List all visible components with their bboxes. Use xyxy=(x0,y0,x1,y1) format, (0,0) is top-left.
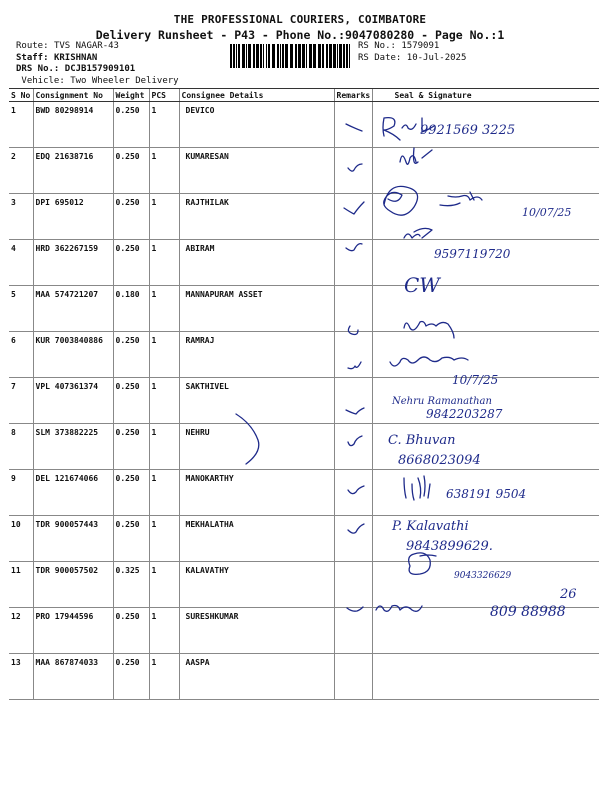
barcode-bar xyxy=(253,44,255,68)
barcode-bar xyxy=(333,44,336,68)
cell-pcs: 1 xyxy=(149,148,179,194)
cell-sno: 10 xyxy=(9,516,33,562)
handwritten-phone: 9597119720 xyxy=(434,247,511,261)
cell-weight: 0.250 xyxy=(113,148,149,194)
cell-signature xyxy=(372,470,599,516)
cell-consignee: SURESHKUMAR xyxy=(179,608,334,654)
handwritten-phone: 8668023094 xyxy=(398,453,481,468)
handwritten-date: 10/7/25 xyxy=(452,373,499,387)
cell-pcs: 1 xyxy=(149,286,179,332)
cell-weight: 0.250 xyxy=(113,424,149,470)
handwritten-note: 26 xyxy=(560,587,577,602)
cell-signature xyxy=(372,608,599,654)
cell-sno: 12 xyxy=(9,608,33,654)
barcode-bar xyxy=(313,44,316,68)
table-row xyxy=(9,424,599,470)
cell-consignment: DEL 121674066 xyxy=(33,470,113,516)
barcode-bar xyxy=(256,44,259,68)
cell-consignee: MEKHALATHA xyxy=(179,516,334,562)
cell-signature xyxy=(372,378,599,424)
vehicle-value: Two Wheeler Delivery xyxy=(70,75,179,86)
staff-label: Staff: xyxy=(16,52,49,63)
cell-signature xyxy=(372,102,599,148)
cell-remarks xyxy=(334,286,372,332)
cell-signature xyxy=(372,654,599,700)
handwritten-phone: 9921569 3225 xyxy=(420,123,516,138)
cell-consignee: NEHRU xyxy=(179,424,334,470)
cell-weight: 0.250 xyxy=(113,470,149,516)
barcode-bar xyxy=(349,44,350,68)
cell-signature xyxy=(372,424,599,470)
cell-pcs: 1 xyxy=(149,654,179,700)
cell-consignment: SLM 373882225 xyxy=(33,424,113,470)
cell-remarks xyxy=(334,194,372,240)
cell-pcs: 1 xyxy=(149,608,179,654)
cell-consignment: MAA 574721207 xyxy=(33,286,113,332)
col-header-pcs: PCS xyxy=(149,89,179,102)
rs-no-value: 1579091 xyxy=(401,41,440,51)
table-row xyxy=(9,378,599,424)
barcode-image xyxy=(230,44,354,68)
barcode-bar xyxy=(268,44,270,68)
drs-label: DRS No.: xyxy=(16,64,60,74)
rs-no-label: RS No.: xyxy=(358,41,396,51)
cell-weight: 0.250 xyxy=(113,194,149,240)
cell-weight: 0.250 xyxy=(113,516,149,562)
cell-remarks xyxy=(334,102,372,148)
cell-sno: 5 xyxy=(9,286,33,332)
cell-weight: 0.250 xyxy=(113,332,149,378)
cell-sno: 7 xyxy=(9,378,33,424)
handwritten-phone: 9842203287 xyxy=(426,407,503,421)
barcode-bar xyxy=(282,44,284,68)
cell-remarks xyxy=(334,240,372,286)
cell-remarks xyxy=(334,378,372,424)
rs-date-label: RS Date: xyxy=(358,52,402,63)
barcode-bar xyxy=(266,44,267,68)
cell-weight: 0.250 xyxy=(113,654,149,700)
cell-pcs: 1 xyxy=(149,102,179,148)
barcode-bar xyxy=(242,44,245,68)
barcode-bar xyxy=(277,44,279,68)
barcode-bar xyxy=(343,44,345,68)
barcode-bar xyxy=(346,44,348,68)
cell-weight: 0.325 xyxy=(113,562,149,608)
barcode-bar xyxy=(306,44,307,68)
cell-pcs: 1 xyxy=(149,424,179,470)
cell-weight: 0.250 xyxy=(113,240,149,286)
barcode-bar xyxy=(295,44,297,68)
cell-consignment: EDQ 21638716 xyxy=(33,148,113,194)
barcode-bar xyxy=(246,44,247,68)
handwritten-phone: 809 88988 xyxy=(490,604,566,620)
handwritten-phone: 638191 9504 xyxy=(446,487,527,501)
cell-consignee: ABIRAM xyxy=(179,240,334,286)
runsheet-title: Delivery Runsheet - P43 - Phone No.:9047080280 - Page No.:1 xyxy=(95,28,505,42)
cell-consignment: PRO 17944596 xyxy=(33,608,113,654)
handwritten-phone: 9843899629. xyxy=(406,539,493,554)
vehicle-label: Vehicle: xyxy=(21,75,65,86)
table-row xyxy=(9,240,599,286)
cell-consignee: AASPA xyxy=(179,654,334,700)
cell-sno: 9 xyxy=(9,470,33,516)
cell-sno: 2 xyxy=(9,148,33,194)
table-row xyxy=(9,608,599,654)
col-header-seal: Seal & Signature xyxy=(372,89,599,102)
barcode-bar xyxy=(290,44,293,68)
cell-pcs: 1 xyxy=(149,332,179,378)
cell-weight: 0.180 xyxy=(113,286,149,332)
table-row xyxy=(9,516,599,562)
cell-pcs: 1 xyxy=(149,240,179,286)
barcode-bar xyxy=(329,44,332,68)
table-row xyxy=(9,148,599,194)
staff-value: KRISHNAN xyxy=(53,52,98,63)
cell-remarks xyxy=(334,562,372,608)
handwritten-mark: CW xyxy=(404,273,440,297)
barcode-bar xyxy=(238,44,240,68)
cell-sno: 1 xyxy=(9,102,33,148)
cell-consignee: MANNAPURAM ASSET xyxy=(179,286,334,332)
col-header-weight: Weight xyxy=(113,89,149,102)
table-row xyxy=(9,562,599,608)
barcode-bar xyxy=(302,44,305,68)
cell-pcs: 1 xyxy=(149,378,179,424)
table-row xyxy=(9,332,599,378)
handwritten-name: C. Bhuvan xyxy=(388,433,456,448)
barcode-bar xyxy=(326,44,328,68)
cell-signature xyxy=(372,240,599,286)
barcode-bar xyxy=(230,44,232,68)
barcode-bar xyxy=(263,44,264,68)
col-header-consignee: Consignee Details xyxy=(179,89,334,102)
cell-sno: 13 xyxy=(9,654,33,700)
cell-consignee: MANOKARTHY xyxy=(179,470,334,516)
handwritten-date: 10/07/25 xyxy=(522,206,572,219)
barcode-bar xyxy=(339,44,342,68)
cell-consignee: RAJTHILAK xyxy=(179,194,334,240)
cell-signature xyxy=(372,194,599,240)
cell-consignment: BWD 80298914 xyxy=(33,102,113,148)
cell-consignment: KUR 7003840886 xyxy=(33,332,113,378)
cell-consignee: SAKTHIVEL xyxy=(179,378,334,424)
col-header-consignment: Consignment No xyxy=(33,89,113,102)
drs-value: DCJB157909101 xyxy=(64,64,136,74)
cell-sno: 3 xyxy=(9,194,33,240)
cell-pcs: 1 xyxy=(149,516,179,562)
cell-sno: 4 xyxy=(9,240,33,286)
cell-remarks xyxy=(334,332,372,378)
cell-remarks xyxy=(334,608,372,654)
barcode-bar xyxy=(272,44,275,68)
cell-signature xyxy=(372,516,599,562)
cell-consignment: TDR 900057443 xyxy=(33,516,113,562)
cell-signature xyxy=(372,286,599,332)
cell-signature xyxy=(372,148,599,194)
cell-pcs: 1 xyxy=(149,470,179,516)
runsheet-meta-right xyxy=(358,41,466,64)
cell-consignee: KALAVATHY xyxy=(179,562,334,608)
cell-sno: 11 xyxy=(9,562,33,608)
cell-consignee: RAMRAJ xyxy=(179,332,334,378)
barcode-bar xyxy=(260,44,262,68)
handwritten-name: P. Kalavathi xyxy=(392,519,469,534)
cell-sno: 8 xyxy=(9,424,33,470)
table-row xyxy=(9,102,599,148)
barcode-bar xyxy=(236,44,237,68)
table-header-row xyxy=(9,89,599,102)
cell-weight: 0.250 xyxy=(113,608,149,654)
cell-pcs: 1 xyxy=(149,562,179,608)
table-row xyxy=(9,286,599,332)
company-title: THE PROFESSIONAL COURIERS, COIMBATORE xyxy=(173,13,427,26)
cell-weight: 0.250 xyxy=(113,102,149,148)
barcode-bar xyxy=(318,44,321,68)
table-row xyxy=(9,194,599,240)
cell-consignment: TDR 900057502 xyxy=(33,562,113,608)
cell-signature xyxy=(372,562,599,608)
cell-remarks xyxy=(334,424,372,470)
cell-consignee: KUMARESAN xyxy=(179,148,334,194)
barcode-bar xyxy=(248,44,251,68)
barcode-bar xyxy=(309,44,312,68)
barcode-bar xyxy=(322,44,324,68)
barcode-bar xyxy=(233,44,235,68)
cell-remarks xyxy=(334,654,372,700)
handwritten-phone: 9043326629 xyxy=(454,571,512,581)
table-row xyxy=(9,470,599,516)
cell-remarks xyxy=(334,470,372,516)
cell-signature xyxy=(372,332,599,378)
runsheet-meta-left xyxy=(16,41,179,87)
cell-pcs: 1 xyxy=(149,194,179,240)
col-header-remarks: Remarks xyxy=(334,89,372,102)
barcode-bar xyxy=(285,44,288,68)
cell-sno: 6 xyxy=(9,332,33,378)
col-header-sno: S No xyxy=(9,89,33,102)
cell-remarks xyxy=(334,148,372,194)
cell-consignment: MAA 867874033 xyxy=(33,654,113,700)
route-label: Route: xyxy=(16,41,49,51)
table-row xyxy=(9,654,599,700)
handwritten-name: Nehru Ramanathan xyxy=(392,396,492,407)
cell-consignment: VPL 407361374 xyxy=(33,378,113,424)
rs-date-value: 10-Jul-2025 xyxy=(406,52,467,63)
cell-consignee: DEVICO xyxy=(179,102,334,148)
cell-weight: 0.250 xyxy=(113,378,149,424)
cell-consignment: DPI 695012 xyxy=(33,194,113,240)
barcode-bar xyxy=(298,44,301,68)
cell-remarks xyxy=(334,516,372,562)
barcode-bar xyxy=(280,44,281,68)
runsheet-table xyxy=(9,88,599,700)
cell-consignment: HRD 362267159 xyxy=(33,240,113,286)
route-value: TVS NAGAR-43 xyxy=(53,41,119,51)
barcode-bar xyxy=(337,44,338,68)
